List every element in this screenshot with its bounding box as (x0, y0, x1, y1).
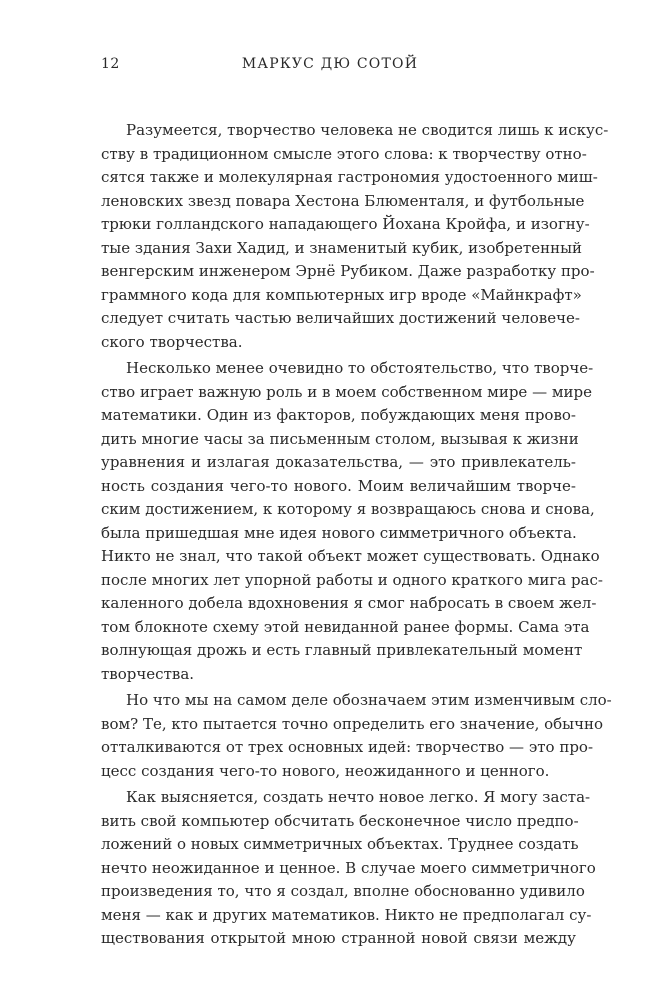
text-line: Как выясняется, создать нечто новое легко. Я могу заста- (126, 788, 591, 806)
text-line: тые здания Захи Хадид, и знаменитый кубик, изобретенный (101, 238, 583, 257)
text-line: вом? Те, кто пытается точно определить его значение, обычно (101, 714, 604, 733)
text-line: цесс создания чего-то нового, неожиданного и ценного. (101, 761, 550, 780)
text-line: граммного кода для компьютерных игр вроде «Майнкрафт» (101, 285, 582, 304)
text-line: ство играет важную роль и в моем собственном мире — мире (101, 382, 592, 401)
page-number: 12 (101, 56, 120, 72)
text-line: математики. Один из факторов, побуждающих меня прово- (101, 406, 576, 424)
text-line: дить многие часы за письменным столом, вызывая к жизни (101, 429, 579, 448)
text-line: леновских звезд повара Хестона Блюменталя, и футбольные (101, 191, 585, 210)
text-line: вить свой компьютер обсчитать бесконечное число предпо- (101, 811, 579, 830)
text-line: ским достижением, к которому я возвращаюсь снова и снова, (101, 500, 595, 518)
running-head: МАРКУС ДЮ СОТОЙ (241, 56, 419, 72)
text-line: трюки голландского нападающего Йохана Кройфа, и изогну- (101, 215, 590, 233)
text-line: следует считать частью величайших достижений человече- (101, 309, 580, 327)
text-line: сятся также и молекулярная гастрономия удостоенного миш- (101, 168, 598, 186)
text-line: была пришедшая мне идея нового симметричного объекта. (101, 523, 577, 542)
text-line: Никто не знал, что такой объект может существовать. Однако (101, 547, 600, 565)
text-line: ность создания чего-то нового. Моим величайшим творче- (101, 476, 576, 495)
text-line: венгерским инженером Эрнё Рубиком. Даже разработку про- (101, 262, 595, 280)
text-line: ществования открытой мною странной новой связи между (101, 929, 576, 947)
text-line: Но что мы на самом деле обозначаем этим изменчивым сло- (126, 691, 612, 709)
text-line: том блокноте схему этой невиданной ранее формы. Сама эта (101, 617, 590, 636)
text-line: отталкиваются от трех основных идей: творчество — это про- (101, 738, 594, 756)
text-line: Несколько менее очевидно то обстоятельство, что творче- (126, 359, 594, 377)
text-line: ству в традиционном смысле этого слова: к творчеству отно- (101, 144, 587, 163)
text-line: произведения то, что я создал, вполне обоснованно удивило (101, 882, 585, 900)
paragraph (101, 357, 603, 686)
text-line: нечто неожиданное и ценное. В случае моего симметричного (101, 858, 596, 877)
text-line: ложений о новых симметричных объектах. Труднее создать (101, 835, 579, 853)
text-line: меня — как и других математиков. Никто не предполагал су- (101, 905, 592, 924)
text-line: Разумеется, творчество человека не сводится лишь к искус- (126, 121, 609, 139)
paragraph (101, 689, 612, 783)
page-header (80, 56, 580, 76)
text-line: после многих лет упорной работы и одного краткого мига рас- (101, 570, 603, 589)
text-line: каленного добела вдохновения я смог набросать в своем жел- (101, 594, 597, 612)
text-line: творчества. (101, 664, 195, 683)
paragraph (101, 119, 609, 354)
text-line: уравнения и излагая доказательства, — это привлекатель- (101, 453, 576, 471)
paragraph (101, 786, 596, 951)
body-text (101, 119, 612, 951)
text-line: ского творчества. (101, 332, 243, 351)
text-line: волнующая дрожь и есть главный привлекательный момент (101, 641, 583, 659)
